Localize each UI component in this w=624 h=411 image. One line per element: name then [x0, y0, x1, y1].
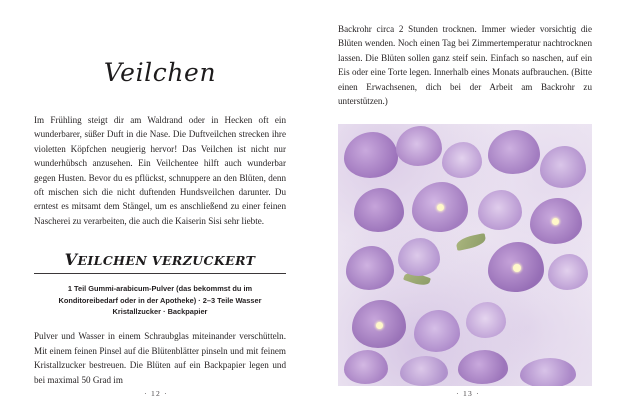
violet-blossom — [514, 314, 566, 360]
violet-blossom — [354, 188, 404, 232]
violet-blossom — [442, 142, 482, 178]
violet-blossom — [396, 126, 442, 166]
candied-violets-photo — [338, 124, 592, 386]
violet-blossom — [466, 302, 506, 338]
method-paragraph: Pulver und Wasser in einem Schraubglas miteinander verschütteln. Mit einem feinen Pinsel auf die Blütenblätter pinseln und mit feinem Kristallzucker bestreuen. Die Blüten auf ein Backpapier legen und bei maximal 50 Grad im — [34, 331, 286, 385]
recipe-divider — [34, 273, 286, 274]
violet-blossom — [344, 132, 398, 178]
violet-blossom — [346, 246, 394, 290]
violet-blossom — [400, 356, 448, 386]
violet-blossom — [458, 350, 508, 384]
continuation-paragraph: Backrohr circa 2 Stunden trocknen. Immer wieder vorsichtig die Blüten wenden. Noch einen Tag bei Zimmertemperatur nachtrocknen lassen. Die Blüten sollen ganz steif sein. Einfach so naschen, auf ein Eis oder eine Torte legen. Innerhalb eines Monats aufbrauchen. (Bitte einen Erwachsenen, dich bei der Arbeit am Backrohr zu unterstützen.) — [338, 24, 592, 107]
violet-blossom — [540, 146, 586, 188]
recipe-heading-text: EILCHEN VERZUCKERT — [77, 253, 256, 269]
page-number-left: · 12 · — [144, 389, 168, 398]
page-number-right: · 13 · — [456, 389, 480, 398]
violet-blossom — [488, 130, 540, 174]
violet-blossom — [414, 310, 460, 352]
ingredients-list: 1 Teil Gummi-arabicum-Pulver (das bekommst du im Konditoreibedarf oder in der Apotheke) · 2–3 Teile Wasser Kristallzucker · Backpapier — [58, 284, 262, 317]
violet-blossom — [520, 358, 576, 386]
violet-blossom — [398, 238, 440, 276]
violet-blossom — [344, 350, 388, 384]
recipe-heading-initial: V — [64, 250, 78, 270]
recipe-heading — [34, 250, 286, 269]
violet-blossom — [478, 190, 522, 230]
violet-blossom — [548, 254, 588, 290]
right-page — [312, 0, 624, 411]
intro-paragraph: Im Frühling steigt dir am Waldrand oder in Hecken oft ein wunderbarer, süßer Duft in die Nase. Die Duftveilchen strecken ihre violetten Köpfchen neugierig hervor! Das Veilchen ist nicht nur wunderhübsch anzusehen. Ein Veilchentee hilft auch wunderbar gegen Husten. Bevor du es pflückst, schnuppere an den Blüten, denn oft mischen sich die nicht duftenden Hundsveilchen darunter. Du erntest es mitsamt dem Stängel, um es anschließend zu einer feinen Nascherei zu verarbeiten, die auch die Kaiserin Sisi sehr liebte. — [34, 115, 286, 226]
chapter-title: Veilchen — [103, 58, 217, 87]
